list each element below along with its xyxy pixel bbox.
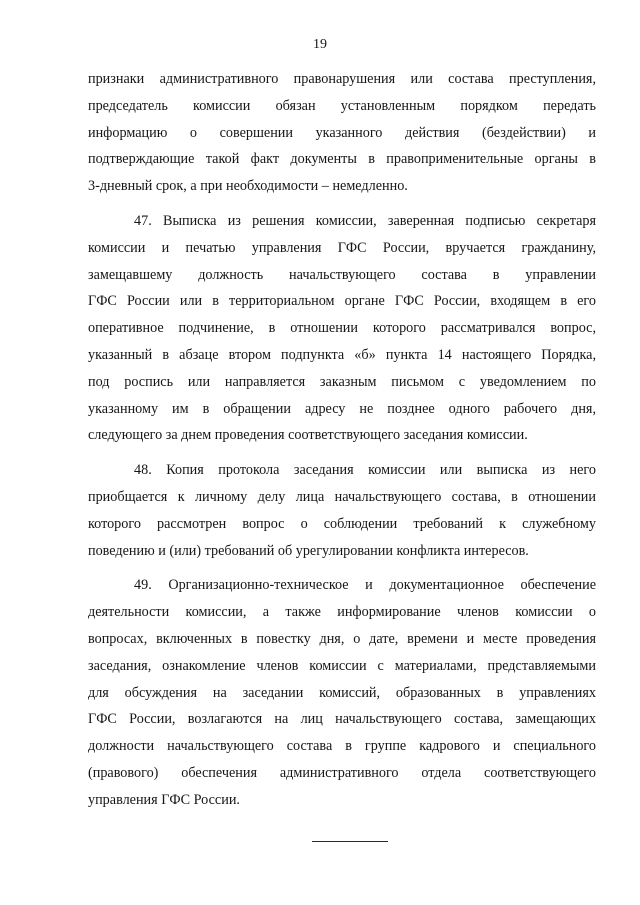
text-line: 3-дневный срок, а при необходимости – немедленно. <box>88 178 408 195</box>
paragraph-gap <box>88 564 596 572</box>
text-line: 48. Копия протокола заседания комиссии или выписка из него <box>134 462 596 479</box>
text-line: 47. Выписка из решения комиссии, заверенная подписью секретаря <box>134 212 596 229</box>
end-of-document-rule <box>312 841 388 842</box>
paragraph-gap <box>88 449 596 457</box>
page-number: 19 <box>313 37 327 52</box>
text-line: подтверждающие такой факт документы в правоприменительные органы в <box>88 151 596 168</box>
text-line: замещавшему должность начальствующего состава в управлении <box>88 266 596 283</box>
paragraph-47 <box>88 208 596 449</box>
paragraph-continuation <box>88 66 596 200</box>
text-line: должности начальствующего состава в группе кадрового и специального <box>88 738 596 755</box>
text-line: (правового) обеспечения административного отдела соответствующего <box>88 764 596 781</box>
text-line: вопросах, включенных в повестку дня, о дате, времени и месте проведения <box>88 630 596 647</box>
text-line: для обсуждения на заседании комиссий, образованных в управлениях <box>88 684 596 701</box>
text-line: оперативное подчинение, в отношении которого рассматривался вопрос, <box>88 320 596 337</box>
text-line: заседания, ознакомление членов комиссии с материалами, представляемыми <box>88 657 596 674</box>
text-line: указанный в абзаце втором подпункта «б» пункта 14 настоящего Порядка, <box>88 346 596 363</box>
text-line: под роспись или направляется заказным письмом с уведомлением по <box>88 373 596 390</box>
text-line: указанному им в обращении адресу не позднее одного рабочего дня, <box>88 400 596 417</box>
text-line: следующего за днем проведения соответствующего заседания комиссии. <box>88 427 528 444</box>
text-line: 49. Организационно-техническое и документационное обеспечение <box>134 577 596 594</box>
text-line: информацию о совершении указанного действия (бездействии) и <box>88 124 596 141</box>
text-line: ГФС России или в территориальном органе ГФС России, входящем в его <box>88 293 596 310</box>
text-line: признаки административного правонарушения или состава преступления, <box>88 71 596 87</box>
text-line: приобщается к личному делу лица начальствующего состава, в отношении <box>88 488 596 505</box>
text-line: которого рассмотрен вопрос о соблюдении требований к служебному <box>88 515 596 532</box>
text-line: председатель комиссии обязан установленным порядком передать <box>88 97 596 114</box>
document-body <box>88 66 596 814</box>
text-line: комиссии и печатью управления ГФС России, вручается гражданину, <box>88 239 596 256</box>
text-line: управления ГФС России. <box>88 791 240 808</box>
paragraph-48 <box>88 457 596 564</box>
text-line: поведению и (или) требований об урегулировании конфликта интересов. <box>88 542 529 559</box>
text-line: ГФС России, возлагаются на лиц начальствующего состава, замещающих <box>88 711 596 728</box>
text-line: деятельности комиссии, а также информирование членов комиссии о <box>88 604 596 621</box>
paragraph-49 <box>88 572 596 813</box>
paragraph-gap <box>88 200 596 208</box>
